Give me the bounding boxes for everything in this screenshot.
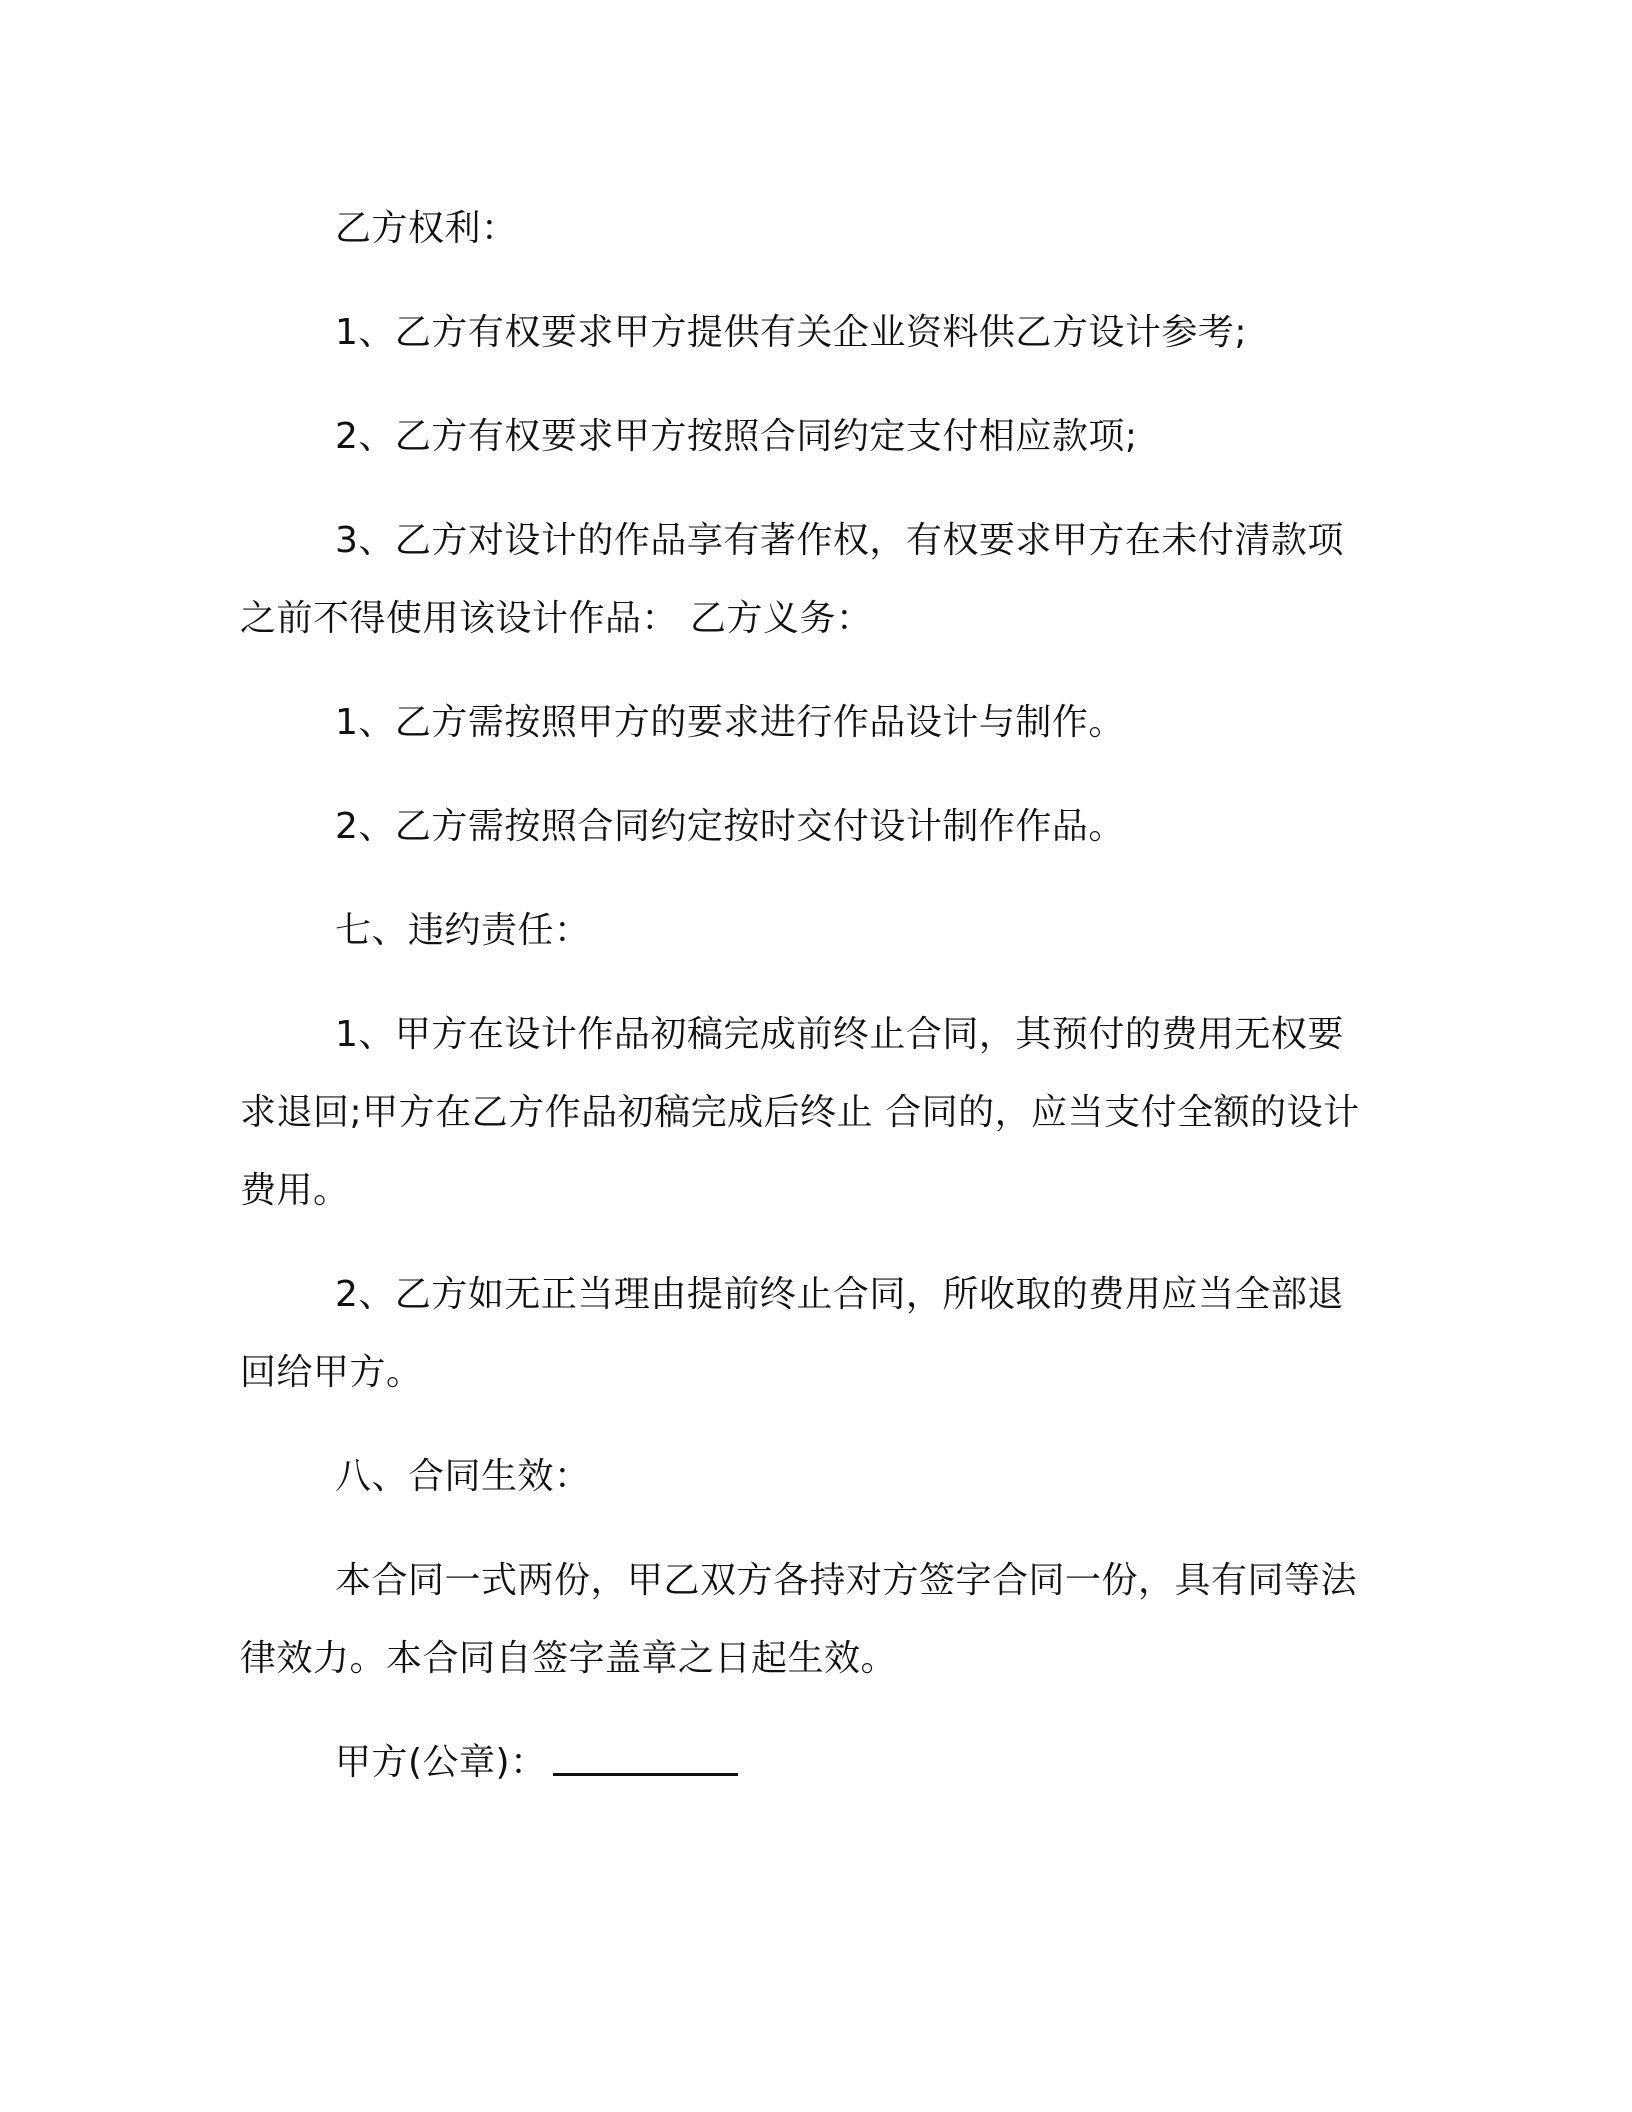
- signature-blank-line: [553, 1739, 738, 1776]
- clause-b-right-2: 2、乙方有权要求甲方按照合同约定支付相应款项;: [335, 416, 1138, 457]
- signature-label: 甲方(公章)：: [335, 1742, 547, 1783]
- section-heading-party-b-rights: 乙方权利：: [335, 208, 518, 249]
- clause-effect: 本合同一式两份，甲乙双方各持对方签字合同一份，具有同等法律效力。本合同自签字盖章之日起生效。: [240, 1560, 1358, 1679]
- clause-liability-1: 1、甲方在设计作品初稿完成前终止合同，其预付的费用无权要求退回;甲方在乙方作品初稿完成后终止 合同的，应当支付全额的设计费用。: [240, 1014, 1360, 1211]
- section-heading-effect: 八、合同生效：: [335, 1456, 591, 1497]
- signature-party-a: [240, 1724, 1380, 1802]
- section-heading-liability: 七、违约责任：: [335, 910, 591, 951]
- clause-b-right-3: 3、乙方对设计的作品享有著作权，有权要求甲方在未付清款项之前不得使用该设计作品： 乙方义务：: [240, 520, 1344, 639]
- clause-b-right-1: 1、乙方有权要求甲方提供有关企业资料供乙方设计参考;: [335, 312, 1248, 353]
- document-body: [240, 190, 1380, 1802]
- clause-liability-2: 2、乙方如无正当理由提前终止合同，所收取的费用应当全部退回给甲方。: [240, 1274, 1344, 1393]
- clause-b-duty-1: 1、乙方需按照甲方的要求进行作品设计与制作。: [335, 702, 1125, 743]
- clause-b-duty-2: 2、乙方需按照合同约定按时交付设计制作作品。: [335, 806, 1125, 847]
